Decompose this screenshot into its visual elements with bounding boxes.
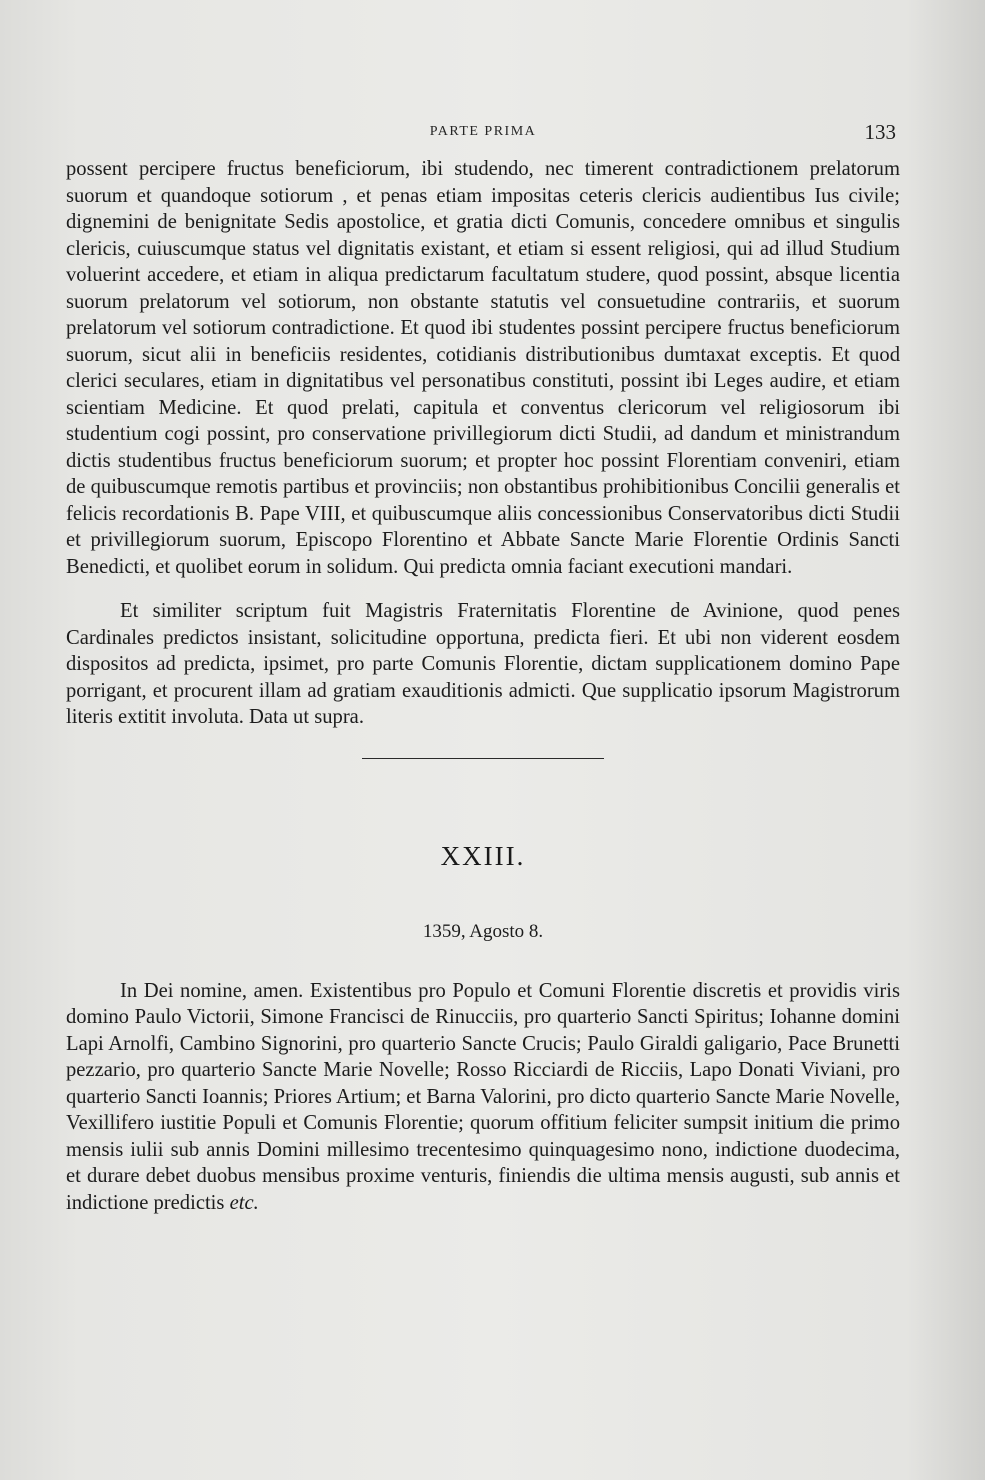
section-divider bbox=[362, 758, 604, 759]
document-number: XXIII. bbox=[440, 840, 526, 871]
page-body bbox=[66, 156, 900, 1216]
paragraph-magistris-text: Et similiter scriptum fuit Magistris Fraternitatis Florentine de Avinione, quod penes Cardinales predictos insistant, solicitudine opportuna, predicta fieri. Et ubi non viderent eosdem dispositos ad predicta, ipsimet, pro parte Comunis Florentie, dictam supplicationem domino Pape porrigant, et procurent illam ad gratiam exauditionis admicti. Que supplicatio ipsorum Magistrorum literis extitit involuta. Data ut supra. bbox=[66, 600, 900, 728]
page-number: 133 bbox=[864, 120, 896, 144]
paragraph-in-dei-nomine-text: In Dei nomine, amen. Existentibus pro Populo et Comuni Florentie discretis et providis viris domino Paulo Victorii, Simone Francisci de Rinucciis, pro quarterio Sancti Spiritus; Iohanne domini Lapi Arnolfi, Cambino Signorini, pro quarterio Sancte Crucis; Paulo Giraldi galigario, Pace Brunetti pezzario, pro quarterio Sancte Marie Novelle; Rosso Ricciardi de Ricciis, Lapo Donati Viviani, pro quarterio Sancti Ioannis; Priores Artium; et Barna Valorini, pro dicto quarterio Sancte Marie Novelle, Vexillifero iustitie Populi et Comunis Florentie; quorum offitium feliciter sumpsit initium die primo mensis iulii sub annis Domini millesimo trecentesimo quinquagesimo nono, indictione duodecima, et durare debet duobus mensibus proxime venturis, finiendis die ultima mensis augusti, sub annis et indictione predictis bbox=[66, 979, 901, 1214]
etc-abbreviation: etc. bbox=[229, 1191, 259, 1214]
paragraph-magistris bbox=[66, 598, 900, 731]
page-header bbox=[66, 120, 900, 150]
document-date: 1359, Agosto 8. bbox=[422, 921, 544, 942]
paragraph-continuation: possent percipere fructus beneficiorum, ibi studendo, nec timerent contradictionem prelatorum suorum et quandoque sotiorum , et penas etiam impositas ceteris clericis audientibus Ius civile; dignemini de benignitate Sedis apostolice, et gratia dicti Comunis, concedere omnibus et singulis clericis, cuiuscumque status vel dignitatis existant, et etiam si essent religiosi, qui ad illud Studium voluerint accedere, et etiam in aliqua predictarum facultatum studere, quod possint, absque licentia suorum prelatorum vel sotiorum, non obstante statutis vel consuetudine contrariis, et suorum prelatorum vel sotiorum contradictione. Et quod ibi studentes possint percipere fructus beneficiorum suorum, sicut alii in beneficiis residentes, cotidianis distributionibus dumtaxat exceptis. Et quod clerici seculares, etiam in dignitatibus vel personatibus constituti, possint ibi Leges audire, et etiam scientiam Medicine. Et quod prelati, capitula et conventus clericorum vel religiosorum ibi studentium cogi possint, pro conservatione privillegiorum dicti Studii, ad dandum et ministrandum dictis studentibus fructus beneficiorum suorum; et propter hoc possint Florentiam conveniri, etiam de quibuscumque remotis partibus et provinciis; non obstantibus prohibitionibus Concilii generalis et felicis recordationis B. Pape VIII, et quibuscumque aliis concessionibus Conservatoribus dicti Studii et privillegiorum suorum, Episcopo Florentino et Abbate Sancte Marie Florentie Ordinis Sancti Benedicti, et quolibet eorum in solidum. Qui predicta omnia faciant executioni mandari. bbox=[66, 158, 900, 578]
running-head: PARTE PRIMA bbox=[429, 124, 537, 139]
paragraph-in-dei-nomine bbox=[66, 978, 900, 1217]
